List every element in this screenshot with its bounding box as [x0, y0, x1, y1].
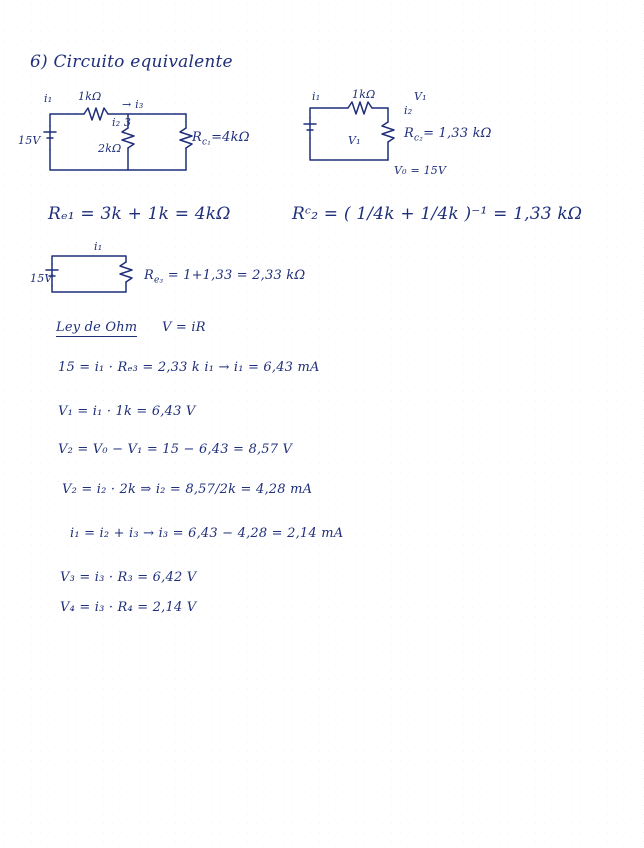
calc-line-5: i₁ = i₂ + i₃ → i₃ = 6,43 − 4,28 = 2,14 mA [70, 526, 344, 541]
c1-rc1-label: $R_{c_1}=4k\Omega$ [192, 130, 250, 148]
c1-i2-label: i₂ [112, 116, 121, 129]
ohm-law-block [56, 320, 206, 335]
c2-v1-top-label: V₁ [414, 90, 427, 103]
c3-source-label: 15V [30, 272, 53, 285]
calc-line-6: V₃ = i₃ · R₃ = 6,42 V [60, 570, 197, 585]
calc-line-3: V₂ = V₀ − V₁ = 15 − 6,43 = 8,57 V [58, 442, 293, 457]
c2-rc2-label: $R_{c_2}= 1,33$ kΩ [404, 126, 492, 144]
c1-i1-label: i₁ [44, 92, 53, 105]
c1-i3b-label: 3 [124, 116, 132, 129]
ohm-law-title: Ley de Ohm [56, 320, 138, 335]
c2-v1-label: V₁ [348, 134, 361, 147]
c1-i3-arrow-label: → i₃ [122, 98, 144, 111]
calc-line-1: 15 = i₁ · Rₑ₃ = 2,33 k i₁ → i₁ = 6,43 mA [58, 360, 320, 375]
c2-v0-label: V₀ = 15V [394, 164, 447, 177]
c1-rmid-label: 2kΩ [98, 142, 122, 155]
c2-r1-label: 1kΩ [352, 88, 376, 101]
c2-i1-label: i₁ [312, 90, 321, 103]
c3-re3-label: $R_{e_3} = 1+1,33 = 2,33$ kΩ [144, 268, 306, 286]
calc-line-2: V₁ = i₁ · 1k = 6,43 V [58, 404, 196, 419]
eq-rc2: Rᶜ₂ = ( 1/4k + 1/4k )⁻¹ = 1,33 kΩ [292, 204, 583, 224]
calc-line-7: V₄ = i₃ · R₄ = 2,14 V [60, 600, 197, 615]
c1-source-label: 15V [18, 134, 41, 147]
c2-i2-label: i₂ [404, 104, 413, 117]
section-heading: 6) Circuito equivalente [30, 52, 233, 72]
eq-re1: Rₑ₁ = 3k + 1k = 4kΩ [48, 204, 231, 224]
c3-i1-label: i₁ [94, 240, 103, 253]
ohm-law-formula: V = iR [162, 320, 206, 335]
c1-r1-label: 1kΩ [78, 90, 102, 103]
calc-line-4: V₂ = i₂ · 2k ⇒ i₂ = 8,57/2k = 4,28 mA [62, 482, 313, 497]
